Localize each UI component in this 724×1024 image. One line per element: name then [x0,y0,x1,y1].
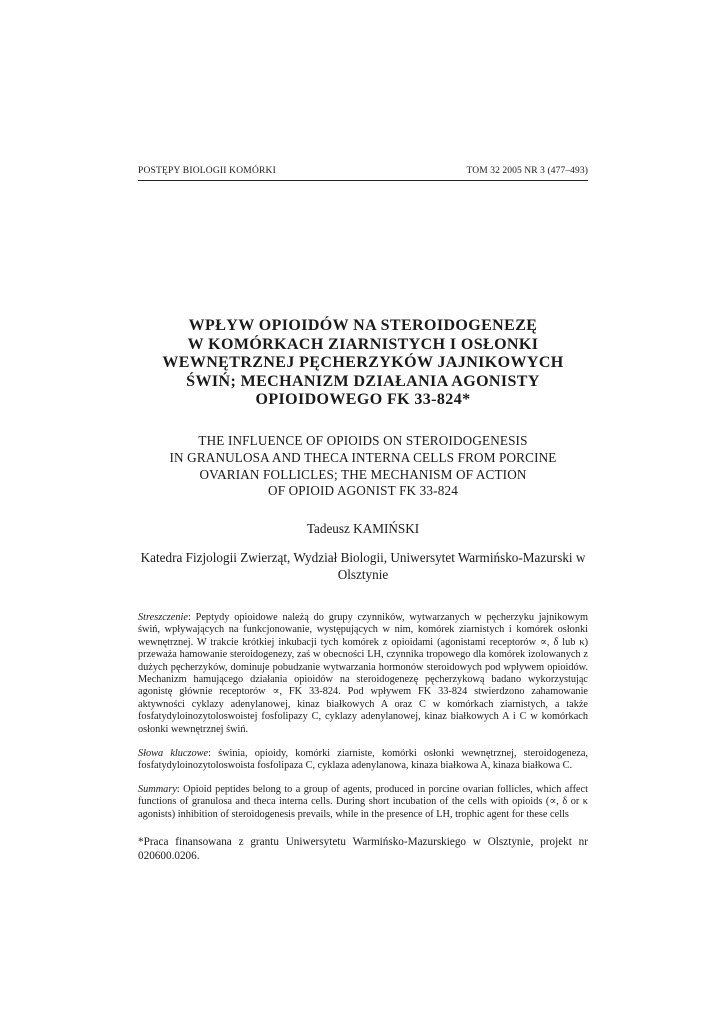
streszczenie-paragraph [138,612,588,736]
subtitle-line: THE INFLUENCE OF OPIOIDS ON STEROIDOGENESIS [198,433,528,448]
paper-title-english [138,433,588,500]
summary-paragraph [138,784,588,821]
funding-footnote: *Praca finansowana z grantu Uniwersytetu Warmińsko-Mazurskiego w Olsztynie, projekt nr 020600.0206. [138,836,588,862]
subtitle-line: OF OPIOID AGONIST FK 33-824 [268,483,458,499]
journal-name: POSTĘPY BIOLOGII KOMÓRKI [138,166,276,176]
author-name: Tadeusz KAMIŃSKI [306,521,420,536]
title-line: W KOMÓRKACH ZIARNISTYCH I OSŁONKI [187,335,539,353]
paper-title-polish [138,317,588,410]
subtitle-line: IN GRANULOSA AND THECA INTERNA CELLS FROM PORCINE [169,449,557,465]
keywords-text: : świnia, opioidy, komórki ziarniste, komórki osłonki wewnętrznej, steroidogeneza, fosfatydyloinozytoloswoista fosfolipaza C, cyklaza adenylanowa, kinaza białkowa A, kinaza białkowa C. [138,748,589,772]
title-line: WEWNĘTRZNEJ PĘCHERZYKÓW JAJNIKOWYCH [162,354,564,371]
running-header [138,166,588,181]
keywords-label: Słowa kluczowe [138,748,209,759]
title-line: ŚWIŃ; MECHANIZM DZIAŁANIA AGONISTY [186,372,540,390]
streszczenie-label: Streszczenie [138,612,188,623]
volume-info: TOM 32 2005 NR 3 (477–493) [466,166,588,176]
title-line: OPIOIDOWEGO FK 33-824* [255,391,471,408]
summary-label: Summary [138,784,177,795]
summary-text: : Opioid peptides belong to a group of agents, produced in porcine ovarian follicles, which affect functions of granulosa and theca interna cells. During short incubation of the cells with opioids (∝, δ or κ agonists) inhibition of steroidogenesis prevails, while in the presence of LH, trophic agent for these cells [138,784,588,820]
title-line: WPŁYW OPIOIDÓW NA STEROIDOGENEZĘ [188,317,538,334]
keywords-paragraph [138,748,588,773]
affiliation: Katedra Fizjologii Zwierząt, Wydział Biologii, Uniwersytet Warmińsko-Mazurski w Olsztynie [140,550,586,582]
subtitle-line: OVARIAN FOLLICLES; THE MECHANISM OF ACTION [199,466,527,482]
streszczenie-text: : Peptydy opioidowe należą do grupy czynników, wytwarzanych w pęcherzyku jajnikowym świń, wpływających na funkcjonowanie, występujących w nim, komórek ziarnistych i komórek osłonki wewnętrznej. W trakcie krótkiej inkubacji tych komórek z opioidami (agonistami receptorów ∝, δ lub κ) przeważa hamowanie steroidogenezy, zaś w obecności LH, czynnika tropowego dla komórek izolowanych z dużych pęcherzyków, dominuje pobudzanie wytwarzania hormonów steroidowych pod wpływem opioidów. Mechanizm hamującego działania opioidów na steroidogenezę pęcherzykową badano wykorzystując agonistę głównie receptorów ∝, FK 33-824. Pod wpływem FK 33-824 stwierdzono zahamowanie aktywności cyklazy adenylanowej, kinaz białkowych A oraz C w komórkach ziarnistych, a także fosfatydyloinozytoloswoistej fosfolipazy C, cyklazy adenylanowej, kinaz białkowych A i C w komórkach osłonki wewnętrznej świń. [138,612,588,735]
